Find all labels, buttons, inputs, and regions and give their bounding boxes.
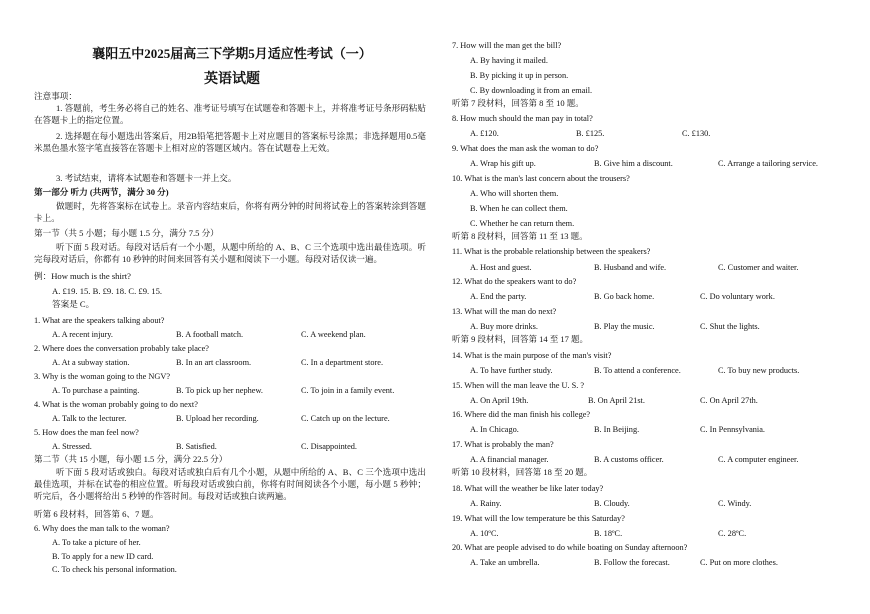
question-19: 19. What will the low temperature be this Saturday? (452, 514, 625, 523)
question-17: 17. What is probably the man? (452, 440, 554, 449)
q19-option-a: A. 10ºC. (470, 529, 499, 538)
example-answer: 答案是 C。 (52, 299, 95, 309)
example-options: A. £19. 15. B. £9. 18. C. £9. 15. (52, 286, 163, 296)
section2-intro: 听下面 5 段对话或独白。每段对话或独白后有几个小题，从题中所给的 A、B、C 三个选项中选出最佳选项，并标在试卷的相应位置。听每段对话或独白前，你将有时间阅读各个小题，每小题 5 秒钟；听完后，各小题将给出 5 秒钟的作答时间。每段对话或独白读两遍。 (34, 467, 426, 501)
note-1: 1. 答题前，考生务必将自己的姓名、准考证号填写在试题卷和答题卡上，并将准考证号条形码粘贴在答题卡上的指定位置。 (34, 103, 426, 125)
q16-option-c: C. In Pennsylvania. (700, 425, 765, 434)
material-8-instruction: 听第 8 段材料，回答第 11 至 13 题。 (452, 231, 588, 241)
question-7: 7. How will the man get the bill? (452, 41, 562, 50)
question-9: 9. What does the man ask the woman to do? (452, 144, 599, 153)
q5-option-b: B. Satisfied. (176, 442, 217, 451)
question-8: 8. How much should the man pay in total? (452, 114, 593, 123)
q6-option-c: C. To check his personal information. (52, 565, 177, 574)
q15-option-b: B. On April 21st. (588, 396, 645, 405)
q20-option-a: A. Take an umbrella. (470, 558, 540, 567)
q4-option-a: A. Talk to the lecturer. (52, 414, 127, 423)
notes-heading: 注意事项： (34, 91, 77, 101)
q7-option-b: B. By picking it up in person. (470, 71, 569, 80)
q13-option-a: A. Buy more drinks. (470, 322, 538, 331)
q12-option-b: B. Go back home. (594, 292, 655, 301)
q15-option-c: C. On April 27th. (700, 396, 758, 405)
q12-option-c: C. Do voluntary work. (700, 292, 775, 301)
q11-option-c: C. Customer and waiter. (718, 263, 799, 272)
q20-option-c: C. Put on more clothes. (700, 558, 778, 567)
q13-option-b: B. Play the music. (594, 322, 655, 331)
q18-option-a: A. Rainy. (470, 499, 502, 508)
q7-option-a: A. By having it mailed. (470, 56, 548, 65)
question-11: 11. What is the probable relationship between the speakers? (452, 247, 651, 256)
q16-option-a: A. In Chicago. (470, 425, 519, 434)
q8-option-c: C. £130. (682, 129, 711, 138)
question-12: 12. What do the speakers want to do? (452, 277, 577, 286)
q20-option-b: B. Follow the forecast. (594, 558, 670, 567)
part1-intro: 做题时，先将答案标在试卷上。录音内容结束后，你将有两分钟的时间将试卷上的答案转涂到答题卡上。 (34, 201, 426, 223)
question-6: 6. Why does the man talk to the woman? (34, 524, 170, 533)
exam-subtitle: 英语试题 (204, 72, 260, 87)
q4-option-b: B. Upload her recording. (176, 414, 259, 423)
question-2: 2. Where does the conversation probably take place? (34, 344, 209, 353)
q9-option-b: B. Give him a discount. (594, 159, 673, 168)
q14-option-a: A. To have further study. (470, 366, 553, 375)
q1-option-b: B. A football match. (176, 330, 244, 339)
note-2: 2. 选择题在每小题选出答案后，用2B铅笔把答题卡上对应题目的答案标号涂黑；非选择题用0.5毫米黑色墨水签字笔直接答在答题卡上相对应的答题区域内。答在试题卷上无效。 (34, 131, 426, 153)
question-14: 14. What is the main purpose of the man's visit? (452, 351, 612, 360)
material-7-instruction: 听第 7 段材料，回答第 8 至 10 题。 (452, 98, 584, 108)
q2-option-a: A. At a subway station. (52, 358, 130, 367)
question-20: 20. What are people advised to do while boating on Sunday afternoon? (452, 543, 688, 552)
q17-option-b: B. A customs officer. (594, 455, 664, 464)
question-1: 1. What are the speakers talking about? (34, 316, 165, 325)
q10-option-c: C. Whether he can return them. (470, 219, 575, 228)
material-10-instruction: 听第 10 段材料，回答第 18 至 20 题。 (452, 467, 593, 477)
q2-option-c: C. In a department store. (301, 358, 384, 367)
q16-option-b: B. In Beijing. (594, 425, 640, 434)
question-3: 3. Why is the woman going to the NGV? (34, 372, 171, 381)
q7-option-c: C. By downloading it from an email. (470, 86, 593, 95)
q3-option-c: C. To join in a family event. (301, 386, 395, 395)
question-13: 13. What will the man do next? (452, 307, 557, 316)
section1-heading: 第一节（共 5 小题；每小题 1.5 分，满分 7.5 分） (34, 228, 219, 238)
question-5: 5. How does the man feel now? (34, 428, 139, 437)
q5-option-c: C. Disappointed. (301, 442, 357, 451)
note-3: 3. 考试结束，请将本试题卷和答题卡一并上交。 (56, 173, 237, 183)
q9-option-a: A. Wrap his gift up. (470, 159, 536, 168)
q14-option-c: C. To buy new products. (718, 366, 800, 375)
q12-option-a: A. End the party. (470, 292, 527, 301)
q11-option-b: B. Husband and wife. (594, 263, 667, 272)
q15-option-a: A. On April 19th. (470, 396, 529, 405)
question-16: 16. Where did the man finish his college? (452, 410, 591, 419)
q5-option-a: A. Stressed. (52, 442, 92, 451)
q6-option-a: A. To take a picture of her. (52, 538, 141, 547)
question-15: 15. When will the man leave the U. S. ? (452, 381, 585, 390)
question-10: 10. What is the man's last concern about the trousers? (452, 174, 630, 183)
q9-option-c: C. Arrange a tailoring service. (718, 159, 818, 168)
q17-option-c: C. A computer engineer. (718, 455, 799, 464)
q14-option-b: B. To attend a conference. (594, 366, 681, 375)
q19-option-c: C. 28ºC. (718, 529, 747, 538)
question-18: 18. What will the weather be like later today? (452, 484, 604, 493)
q10-option-a: A. Who will shorten them. (470, 189, 559, 198)
material-6-instruction: 听第 6 段材料，回答第 6、7 题。 (34, 509, 159, 519)
q8-option-a: A. £120. (470, 129, 499, 138)
q13-option-c: C. Shut the lights. (700, 322, 760, 331)
question-4: 4. What is the woman probably going to do next? (34, 400, 198, 409)
part1-heading: 第一部分 听力 (共两节，满分 30 分) (34, 187, 169, 197)
q18-option-b: B. Cloudy. (594, 499, 630, 508)
section1-intro: 听下面 5 段对话。每段对话后有一个小题，从题中所给的 A、B、C 三个选项中选出最佳选项。听完每段对话后，你都有 10 秒钟的时间来回答有关小题和阅读下一小题。每段对话仅读一遍。 (34, 242, 426, 264)
example-question: 例：How much is the shirt? (34, 271, 131, 281)
q4-option-c: C. Catch up on the lecture. (301, 414, 390, 423)
q17-option-a: A. A financial manager. (470, 455, 549, 464)
q1-option-a: A. A recent injury. (52, 330, 113, 339)
q10-option-b: B. When he can collect them. (470, 204, 568, 213)
q3-option-b: B. To pick up her nephew. (176, 386, 263, 395)
q19-option-b: B. 18ºC. (594, 529, 623, 538)
material-9-instruction: 听第 9 段材料，回答第 14 至 17 题。 (452, 334, 589, 344)
exam-title: 襄阳五中2025届高三下学期5月适应性考试（一） (92, 46, 372, 61)
q6-option-b: B. To apply for a new ID card. (52, 552, 154, 561)
q8-option-b: B. £125. (576, 129, 605, 138)
q18-option-c: C. Windy. (718, 499, 752, 508)
q11-option-a: A. Host and guest. (470, 263, 532, 272)
q1-option-c: C. A weekend plan. (301, 330, 366, 339)
q3-option-a: A. To purchase a painting. (52, 386, 140, 395)
q2-option-b: B. In an art classroom. (176, 358, 252, 367)
section2-heading: 第二节（共 15 小题，每小题 1.5 分，满分 22.5 分） (34, 454, 228, 464)
